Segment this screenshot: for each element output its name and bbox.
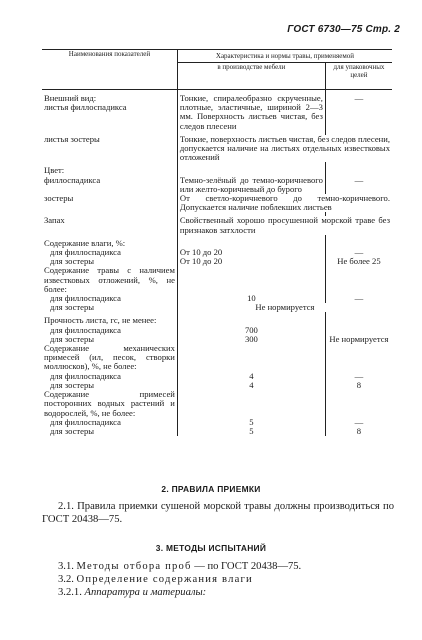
- table-row: [42, 390, 392, 418]
- row-label: для зостеры: [50, 425, 95, 436]
- row-label: Запах: [44, 215, 65, 226]
- table-row: [42, 372, 392, 381]
- paragraph-3-1: 3.1. Методы отбора проб — по ГОСТ 20438—75.: [58, 561, 302, 572]
- cell-furniture: От 10 до 20: [177, 257, 325, 266]
- table-row: [42, 94, 392, 131]
- row-label: для филлоспадикса: [50, 416, 121, 427]
- row-label: для филлоспадикса: [50, 324, 121, 335]
- cell-packing: —: [325, 94, 392, 131]
- table-row: [42, 194, 392, 212]
- row-label: листья зостеры: [44, 133, 100, 144]
- table-row: [42, 266, 392, 294]
- col-header-furniture: в производстве мебели: [177, 63, 325, 90]
- row-label: Цвет:: [44, 165, 65, 176]
- cell-packing: 8: [325, 381, 392, 390]
- row-label: для зостеры: [50, 302, 95, 313]
- section-3-title: 3. МЕТОДЫ ИСПЫТАНИЙ: [155, 543, 267, 553]
- cell-packing: Не более 25: [325, 257, 392, 266]
- paragraph-3-2: 3.2. Определение содержания влаги: [58, 574, 253, 585]
- table-row: [42, 344, 392, 372]
- cell-furniture: 5: [177, 427, 325, 436]
- row-label: Содержание примесей посторонних водных растений и водорослей, %, не более:: [44, 389, 175, 418]
- paragraph-3-2-1: 3.2.1. Аппаратура и материалы:: [58, 587, 207, 598]
- row-label: Содержание травы с наличием известковых отложений, %, не более:: [44, 265, 175, 294]
- cell-packing: —: [325, 294, 392, 303]
- table-row: [42, 294, 392, 303]
- col-header-packing: для упаковочных целей: [325, 63, 392, 90]
- characteristics-table: [42, 49, 392, 436]
- cell-merged: Свойственный хорошо просушенной морской траве без признаков затхлости: [177, 216, 392, 234]
- row-label: Прочность листа, гс, не менее:: [44, 315, 157, 326]
- row-label: для зостеры: [50, 256, 95, 267]
- cell-furniture: 4: [177, 381, 325, 390]
- table-row: [42, 216, 392, 234]
- cell-furniture: Темно-зелёный до темно-коричневого или желто-коричневый до бурого: [177, 176, 325, 194]
- cell-furniture: 10: [177, 294, 325, 303]
- cell-packing: 8: [325, 427, 392, 436]
- cell-furniture: 700: [177, 326, 325, 335]
- cell-merged: Тонкие, поверхность листьев чистая, без следов плесени, допускается наличие на листьях отдельных известковых отложений: [177, 135, 392, 163]
- cell-merged: Не нормируется: [177, 303, 392, 312]
- cell-packing: Не нормируется: [325, 335, 392, 344]
- row-label: Внешний вид: листья филлоспадикса: [44, 93, 127, 113]
- table-row: [42, 418, 392, 427]
- cell-furniture: 4: [177, 372, 325, 381]
- cell-furniture: 5: [177, 418, 325, 427]
- row-label: для филлоспадикса: [50, 247, 121, 258]
- cell-packing: —: [325, 248, 392, 257]
- section-2-title: 2. ПРАВИЛА ПРИЕМКИ: [161, 484, 261, 494]
- table-row: [42, 427, 392, 436]
- cell-packing: —: [325, 176, 392, 194]
- cell-furniture: 300: [177, 335, 325, 344]
- col-header-group: Характеристика и нормы травы, применяемой: [177, 50, 392, 63]
- table-row: [42, 135, 392, 163]
- cell-furniture: Тонкие, спиралеобразно скрученные, плотные, эластичные, шириной 2—3 мм. Поверхность листьев чистая, без следов плесени: [177, 94, 325, 131]
- row-label: для зостеры: [50, 379, 95, 390]
- table-row: [42, 176, 392, 194]
- row-label: Содержание влаги, %:: [44, 237, 126, 248]
- cell-packing: —: [325, 372, 392, 381]
- cell-furniture: От 10 до 20: [177, 248, 325, 257]
- col-header-name: Наименования показателей: [42, 50, 177, 90]
- row-label: для филлоспадикса: [50, 370, 121, 381]
- row-label: Содержание механических примесей (ил, песок, створки моллюсков), %, не более:: [44, 343, 175, 372]
- section-2-paragraph: 2.1. Правила приемки сушеной морской травы должны производиться по ГОСТ 20438—75.: [42, 501, 394, 525]
- cell-merged: От светло-коричневого до темно-коричневого. Допускается наличие поблекших листьев: [177, 194, 392, 212]
- row-label: для зостеры: [50, 333, 95, 344]
- row-label: филлоспадикса: [44, 174, 101, 185]
- page-header: ГОСТ 6730—75 Стр. 2: [287, 24, 400, 35]
- table-row: [42, 303, 392, 312]
- cell-packing: —: [325, 418, 392, 427]
- row-label: для филлоспадикса: [50, 293, 121, 304]
- row-label: зостеры: [44, 193, 74, 204]
